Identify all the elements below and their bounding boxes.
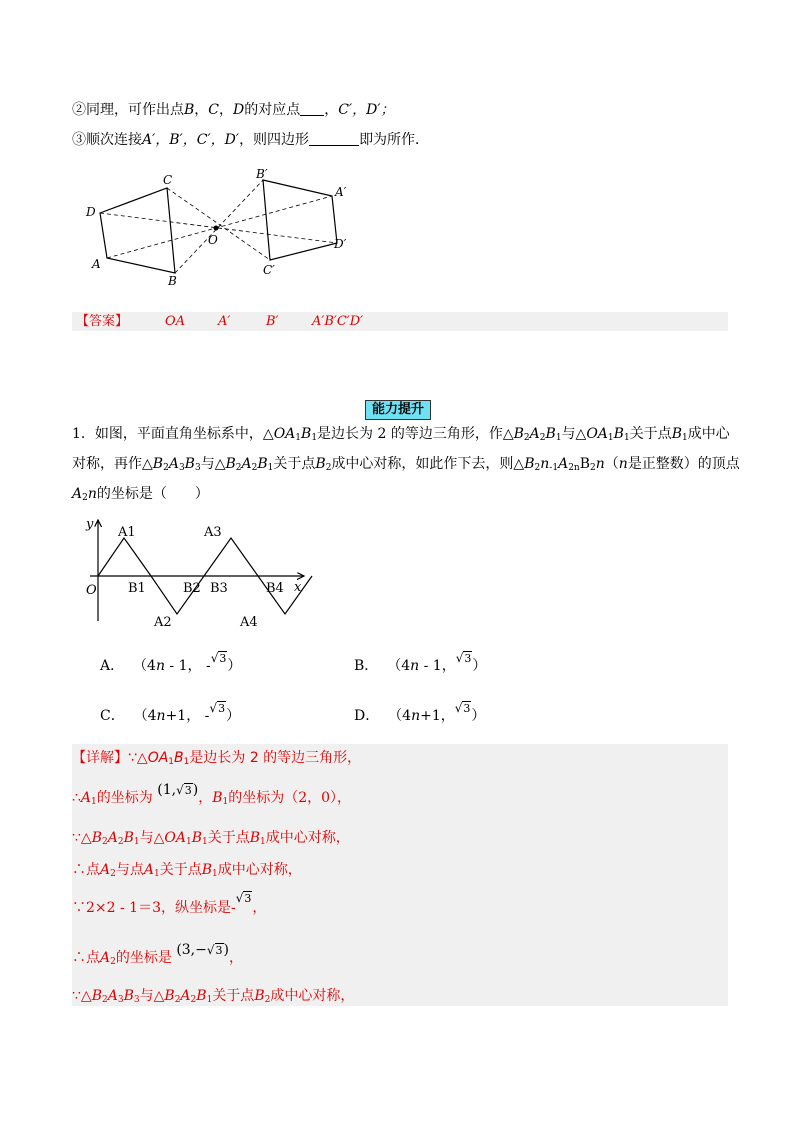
figure-coordinate-zigzag <box>82 516 322 628</box>
label-c: C <box>163 173 173 187</box>
question-line-2: 对称，再作$\triangle B_2A_3B_3$与$\triangle B_2A_2B_1$关于点$B_2$成中心对称，如此作下去，则$\triangle B_2n_{-1}A_{2n}B_2n(n$是正整数）的顶点 <box>72 456 740 473</box>
label-c-prime: C′ <box>263 263 275 277</box>
sqrt-symbol: √3 <box>206 943 223 957</box>
label-b1: B1 <box>128 581 146 596</box>
label-b4: B4 <box>266 581 284 596</box>
label-b: B <box>168 274 177 288</box>
label-a2: A2 <box>154 615 172 628</box>
option-a[interactable]: A． （4n - 1， -√3） <box>100 656 241 677</box>
question-line-3: $A_2n$的坐标是（ ） <box>72 486 209 503</box>
sqrt-symbol: √3 <box>176 783 192 797</box>
answer-1: OA <box>165 314 186 329</box>
sqrt-symbol: √3 <box>235 891 252 905</box>
answer-4: A′B′C′D′ <box>312 314 364 329</box>
figure-quadrilateral-symmetry <box>80 168 360 288</box>
solution-line-4: ∴点$A_2$与点$A_1$关于点$B_1$成中心对称， <box>72 862 302 879</box>
label-o: O <box>208 233 218 247</box>
sqrt-symbol: √3 <box>455 651 472 665</box>
label-x: x <box>294 580 302 595</box>
solution-line-5: ∵2×2 - 1＝3，纵坐标是-√3， <box>72 898 266 919</box>
label-y: y <box>86 517 94 532</box>
label-a: A <box>92 257 101 271</box>
quad-a-prime <box>263 180 337 260</box>
label-d: D <box>86 205 96 219</box>
option-c[interactable]: C． （4n+1， -√3） <box>100 706 240 727</box>
label-a4: A4 <box>240 615 258 628</box>
quad-abcd <box>100 188 175 273</box>
sqrt-symbol: √3 <box>454 701 471 715</box>
step-3-line: ③顺次连接A′，B′，C′，D′，则四边形 即为所作． <box>72 132 430 148</box>
section-title: 能力提升 <box>365 400 431 420</box>
label-origin: O <box>86 583 97 598</box>
coord-a1: (1,√3) <box>157 782 198 798</box>
sqrt-symbol: √3 <box>210 651 227 665</box>
coord-a2: (3,−√3) <box>176 942 229 958</box>
blank-2 <box>309 131 359 146</box>
solution-line-1: 【详解】$\because\triangle OA_1B_1$是边长为 2 的等边三角形， <box>72 750 362 767</box>
question-line-1: 1．如图，平面直角坐标系中，$\triangle OA_1B_1$是边长为 2 的等边三角形，作$\triangle B_2A_2B_1$与$\triangle OA_1B_1$关于点$B_1$成中心 <box>72 426 730 443</box>
label-a3: A3 <box>204 525 222 540</box>
blank-1 <box>300 101 324 116</box>
point-o <box>214 226 219 231</box>
label-d-prime: D′ <box>334 237 347 251</box>
answer-bar <box>72 312 728 331</box>
label-a1: A1 <box>118 525 136 540</box>
option-d[interactable]: D． （4n+1，√3） <box>354 706 485 727</box>
answer-2: A′ <box>218 314 231 329</box>
solution-line-2: $\therefore A_1$的坐标为 (1,√3)，$B_1$的坐标为（2，0）， <box>72 782 352 807</box>
solution-line-3: $\because\triangle B_2A_2B_1$与$\triangle OA_1B_1$关于点$B_1$成中心对称， <box>72 830 350 847</box>
sqrt-symbol: √3 <box>209 701 226 715</box>
solution-line-6: ∴点$A_2$的坐标是 (3,−√3)， <box>72 942 243 967</box>
label-b2: B2 <box>183 581 201 596</box>
dashed-lines <box>100 180 337 273</box>
step-2-line: ②同理，可作出点B，C，D的对应点 ，C′，D′； <box>72 102 395 118</box>
label-b3: B3 <box>210 581 228 596</box>
label-a-prime: A′ <box>335 185 347 199</box>
solution-line-7: $\because\triangle B_2A_3B_3$与$\triangle B_2A_2B_1$关于点$B_2$成中心对称， <box>72 988 355 1005</box>
label-b-prime: B′ <box>256 168 268 181</box>
option-b[interactable]: B． （4n - 1，√3） <box>354 656 486 677</box>
answer-3: B′ <box>266 314 279 329</box>
answer-tag: 【答案】 <box>76 314 129 329</box>
